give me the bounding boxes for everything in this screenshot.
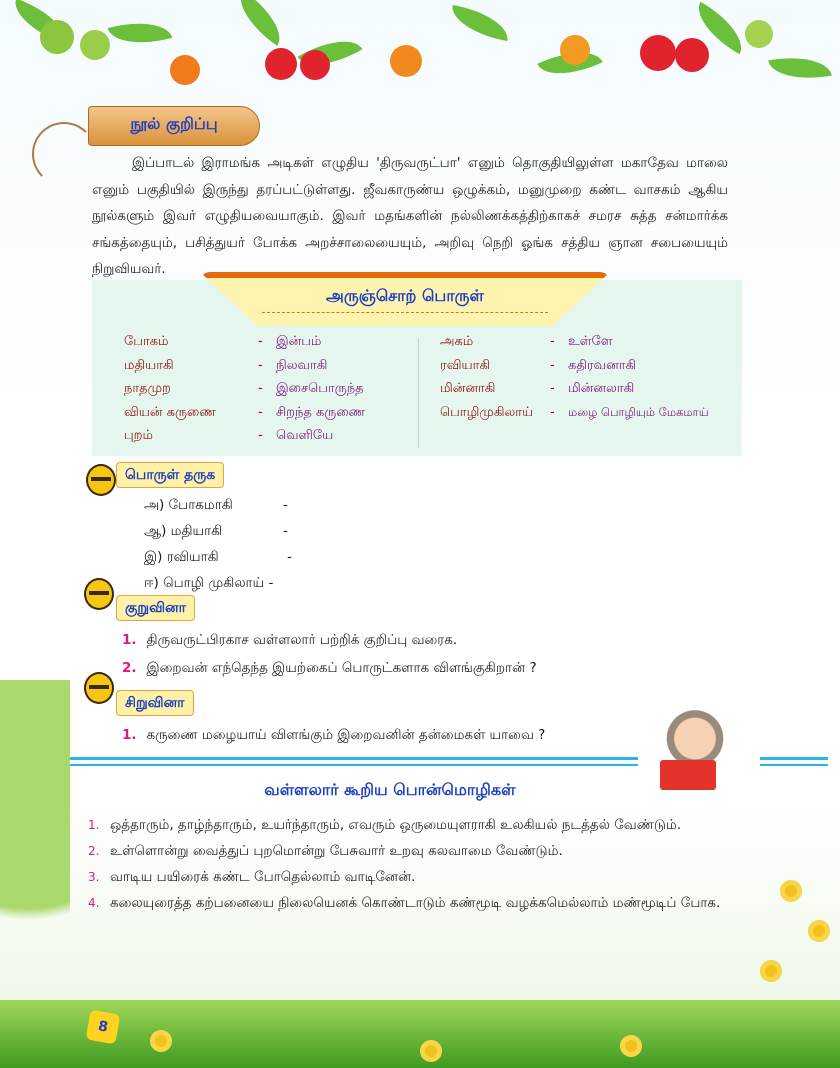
glossary-meaning: நிலவாகி <box>276 357 328 373</box>
glossary-right-terms <box>440 330 533 424</box>
divider-line <box>70 757 638 760</box>
glossary-meaning: இன்பம் <box>276 334 322 349</box>
glossary-dash: - <box>258 428 263 443</box>
quotes-list <box>88 812 738 916</box>
tag-string <box>32 122 96 186</box>
quote-num: 1. <box>88 818 100 832</box>
glossary-meaning: உள்ளே <box>568 334 613 349</box>
glossary-meaning: கதிரவனாகி <box>568 357 637 373</box>
quote-item <box>88 864 738 890</box>
divider-line <box>760 764 828 766</box>
glossary-dash: - <box>258 334 263 349</box>
short-q-text: இறைவன் எந்தெந்த இயற்கைப் பொருட்களாக விளங்குகிறான் ? <box>146 660 537 676</box>
meaning-dash: - <box>283 523 288 539</box>
quote-item <box>88 812 738 838</box>
meaning-item: அ) போகமாகி <box>144 497 233 513</box>
note-paragraph <box>92 150 728 283</box>
glossary-right-dashes <box>550 330 555 424</box>
glossary-dash: - <box>258 404 263 420</box>
quote-num: 3. <box>88 870 100 884</box>
meaning-item: ஈ) பொழி முகிலாய் - <box>144 575 274 591</box>
small-q-num: 1. <box>122 727 137 743</box>
glossary-dash: - <box>550 404 555 420</box>
short-q-text: திருவருட்பிரகாச வள்ளலார் பற்றிக் குறிப்பு வரைக. <box>146 632 458 648</box>
glossary-term: அகம் <box>440 334 474 349</box>
glossary-meaning: வெளியே <box>276 428 334 443</box>
glossary-term: போகம் <box>124 334 169 349</box>
short-q-item <box>122 632 457 650</box>
glossary-dash: - <box>258 381 263 396</box>
glossary-dash: - <box>550 334 555 349</box>
glossary-right-meanings <box>568 330 709 424</box>
meaning-section-label: பொருள் தருக <box>116 462 224 488</box>
divider-line <box>760 757 828 760</box>
note-title: நூல் குறிப்பு <box>130 114 218 133</box>
glossary-term: மின்னாகி <box>440 381 496 396</box>
glossary-meaning: இசைபொருந்த <box>276 381 364 396</box>
small-q-item <box>122 727 545 745</box>
daisy-icon <box>620 1035 642 1057</box>
quote-num: 2. <box>88 844 100 858</box>
short-q-label: குறுவினா <box>116 595 195 621</box>
small-q-label: சிறுவினா <box>116 690 194 716</box>
quote-text: கலையுரைத்த கற்பனையை நிலையெனக் கொண்டாடும் கண்மூடி வழக்கமெல்லாம் மண்மூடிப் போக. <box>110 895 721 911</box>
quote-num: 4. <box>88 896 100 910</box>
quote-text: உள்ளொன்று வைத்துப் புறமொன்று பேசுவார் உறவு கலவாமை வேண்டும். <box>110 843 563 859</box>
glossary-left-dashes <box>258 330 263 448</box>
glossary-term: ரவியாகி <box>440 357 491 373</box>
quote-item <box>88 890 738 916</box>
note-title-tag <box>88 106 260 146</box>
sunflower-icon <box>760 960 782 982</box>
glossary-term: நாதமுற <box>124 381 171 396</box>
meaning-dash: - <box>283 497 288 513</box>
sunflower-icon <box>808 920 830 942</box>
glossary-title: அருஞ்சொற் பொருள் <box>326 286 484 305</box>
reading-boy-illustration <box>636 700 754 810</box>
glossary-dash: - <box>550 357 555 373</box>
glossary-term: மதியாகி <box>124 357 174 373</box>
short-q-num: 1. <box>122 632 137 648</box>
divider-line <box>70 764 638 766</box>
page-number: 8 <box>86 1010 121 1045</box>
glossary-term: பொழிமுகிலாய் <box>440 404 534 420</box>
glossary-meaning: மழை பொழியும் மேகமாய் <box>568 404 709 419</box>
quote-text: ஒத்தாரும், தாழ்ந்தாரும், உயர்ந்தாரும், எவரும் ஒருமையுளராகி உலகியல் நடத்தல் வேண்டும். <box>110 817 682 833</box>
bee-icon <box>84 672 114 704</box>
glossary-dashed-line <box>262 312 548 313</box>
daisy-icon <box>420 1040 442 1062</box>
daisy-icon <box>150 1030 172 1052</box>
quote-text: வாடிய பயிரைக் கண்ட போதெல்லாம் வாடினேன். <box>110 869 416 885</box>
glossary-left-terms <box>124 330 216 448</box>
short-q-item <box>122 660 537 678</box>
glossary-meaning: சிறந்த கருணை <box>276 404 366 420</box>
meaning-dashes <box>283 492 292 570</box>
glossary-term: வியன் கருணை <box>124 404 216 420</box>
meaning-dash: - <box>287 549 292 565</box>
meaning-items <box>144 492 273 596</box>
note-text: இப்பாடல் இராமங்க அடிகள் எழுதிய 'திருவருட்பா' எனும் தொகுதியிலுள்ள மகாதேவ மாலை எனும் பகுதியில் இருந்து தரப்பட்டுள்ளது. ஜீவகாருண்ய ஒழுக்கம், மனுமுறை கண்ட வாசகம் ஆகிய நூல்களும் இவர் எழுதியவையாகும். இவர் மதங்களின் நல்லிணக்கத்திற்காகச் சமரச சுத்த சன்மார்க்க சங்கத்தையும், பசித்துயர் போக்க அறச்சாலையையும், அறிவு நெறி ஓங்க சத்திய ஞான சபையையும் நிறுவியவர். <box>92 155 728 277</box>
meaning-item: இ) ரவியாகி <box>144 549 219 565</box>
small-q-text: கருணை மழையாய் விளங்கும் இறைவனின் தன்மைகள் யாவை ? <box>146 727 546 743</box>
book-icon <box>660 760 716 790</box>
glossary-dash: - <box>550 381 555 396</box>
sunflower-icon <box>780 880 802 902</box>
glossary-meaning: மின்னலாகி <box>568 381 635 396</box>
bee-icon <box>86 464 116 496</box>
tree-illustration <box>0 680 70 1010</box>
quotes-title: வள்ளலார் கூறிய பொன்மொழிகள் <box>264 780 516 799</box>
top-foliage <box>0 0 840 100</box>
glossary-divider <box>418 338 419 448</box>
grass-illustration <box>0 1000 840 1068</box>
bee-icon <box>84 578 114 610</box>
glossary-term: புறம் <box>124 428 153 443</box>
short-q-num: 2. <box>122 660 137 676</box>
meaning-item: ஆ) மதியாகி <box>144 523 223 539</box>
glossary-dash: - <box>258 357 263 373</box>
quote-item <box>88 838 738 864</box>
glossary-left-meanings <box>276 330 365 448</box>
